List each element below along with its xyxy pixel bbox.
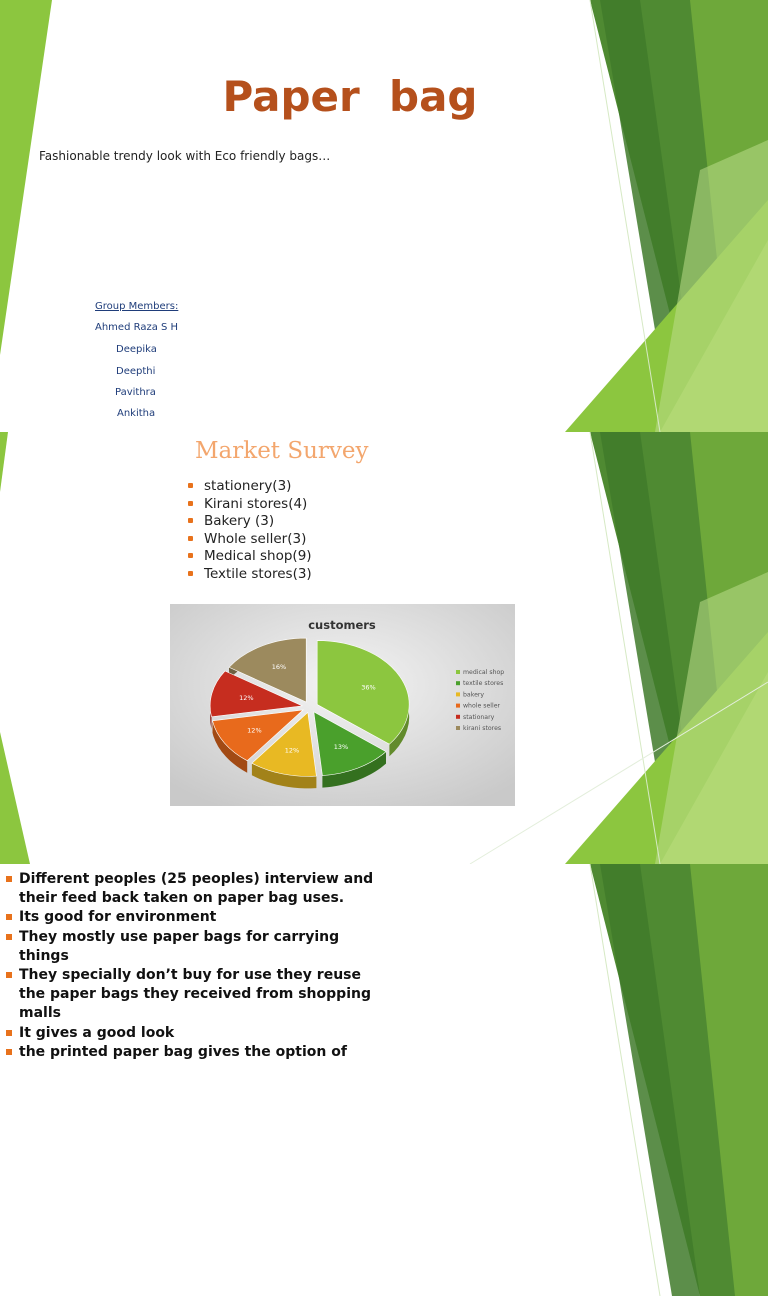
- legend-swatch: [456, 726, 460, 730]
- list-item: [6, 1024, 376, 1043]
- legend-label: whole seller: [463, 702, 501, 710]
- list-item-text: Textile stores(3): [204, 565, 312, 582]
- list-item: [6, 1043, 376, 1062]
- bullet-icon: [6, 876, 12, 882]
- legend-swatch: [456, 670, 460, 674]
- legend-label: bakery: [463, 691, 485, 699]
- list-item: [6, 870, 376, 908]
- member-name: Pavithra: [115, 387, 156, 398]
- legend-label: medical shop: [463, 669, 505, 676]
- list-item-text: Bakery (3): [204, 513, 275, 530]
- legend-swatch: [456, 681, 460, 685]
- list-item: [188, 548, 312, 566]
- legend-label: stationary: [463, 713, 495, 721]
- list-item: [188, 478, 312, 496]
- list-item: [188, 566, 312, 584]
- bullet-icon: [188, 553, 193, 558]
- subtitle: Fashionable trendy look with Eco friendly bags…: [39, 149, 331, 163]
- pie-data-label: 12%: [239, 693, 254, 702]
- legend-label: kirani stores: [463, 725, 502, 732]
- bullet-icon: [188, 536, 193, 541]
- bullet-icon: [6, 1030, 12, 1036]
- bullet-icon: [188, 501, 193, 506]
- list-item-text: Medical shop(9): [204, 548, 312, 565]
- legend-swatch: [456, 704, 460, 708]
- survey-title: Market Survey: [195, 438, 369, 464]
- slide-title-text: Paper bag: [222, 72, 478, 121]
- list-item: [188, 513, 312, 531]
- list-item-text: Different peoples (25 peoples) interview and their feed back taken on paper bag uses.: [19, 871, 374, 907]
- list-item-text: the printed paper bag gives the option of: [19, 1043, 347, 1060]
- list-item: [188, 531, 312, 549]
- member-name: Deepthi: [116, 366, 156, 377]
- bullet-icon: [188, 518, 193, 523]
- findings-list: [6, 870, 376, 1062]
- bullet-icon: [6, 934, 12, 940]
- member-name: Ankitha: [117, 408, 156, 419]
- pie-data-label: 13%: [333, 742, 349, 751]
- customers-pie-chart: [170, 604, 515, 806]
- list-item-text: Its good for environment: [19, 909, 217, 926]
- legend-swatch: [456, 715, 460, 719]
- bullet-icon: [6, 972, 12, 978]
- pie-data-label: 16%: [271, 663, 287, 672]
- chart-title: customers: [308, 618, 376, 632]
- list-item-text: They mostly use paper bags for carrying things: [19, 928, 340, 964]
- bullet-icon: [188, 483, 193, 488]
- bullet-icon: [6, 1049, 12, 1055]
- slide-market-survey: [0, 432, 768, 864]
- group-members-heading: Group Members:: [95, 301, 179, 312]
- slide-findings: [0, 864, 768, 1060]
- pie-data-label: 12%: [247, 726, 262, 735]
- legend-swatch: [456, 692, 460, 696]
- bullet-icon: [6, 914, 12, 920]
- member-name: Deepika: [116, 344, 157, 355]
- list-item-text: stationery(3): [204, 478, 292, 494]
- pie-data-label: 12%: [284, 746, 300, 755]
- list-item-text: Whole seller(3): [204, 530, 307, 547]
- list-item: [6, 928, 376, 966]
- member-name: Ahmed Raza S H: [95, 322, 179, 333]
- bullet-icon: [188, 571, 193, 576]
- survey-list: [188, 478, 312, 584]
- list-item-text: They specially don’t buy for use they reuse the paper bags they received from shopping malls: [19, 967, 371, 1022]
- list-item: [6, 966, 376, 1024]
- list-item: [188, 496, 312, 514]
- slide-title: [0, 0, 768, 432]
- legend-label: textile stores: [463, 680, 504, 688]
- list-item-text: Kirani stores(4): [204, 495, 308, 512]
- list-item-text: It gives a good look: [19, 1024, 175, 1041]
- pie-data-label: 36%: [361, 683, 376, 692]
- list-item: [6, 908, 376, 927]
